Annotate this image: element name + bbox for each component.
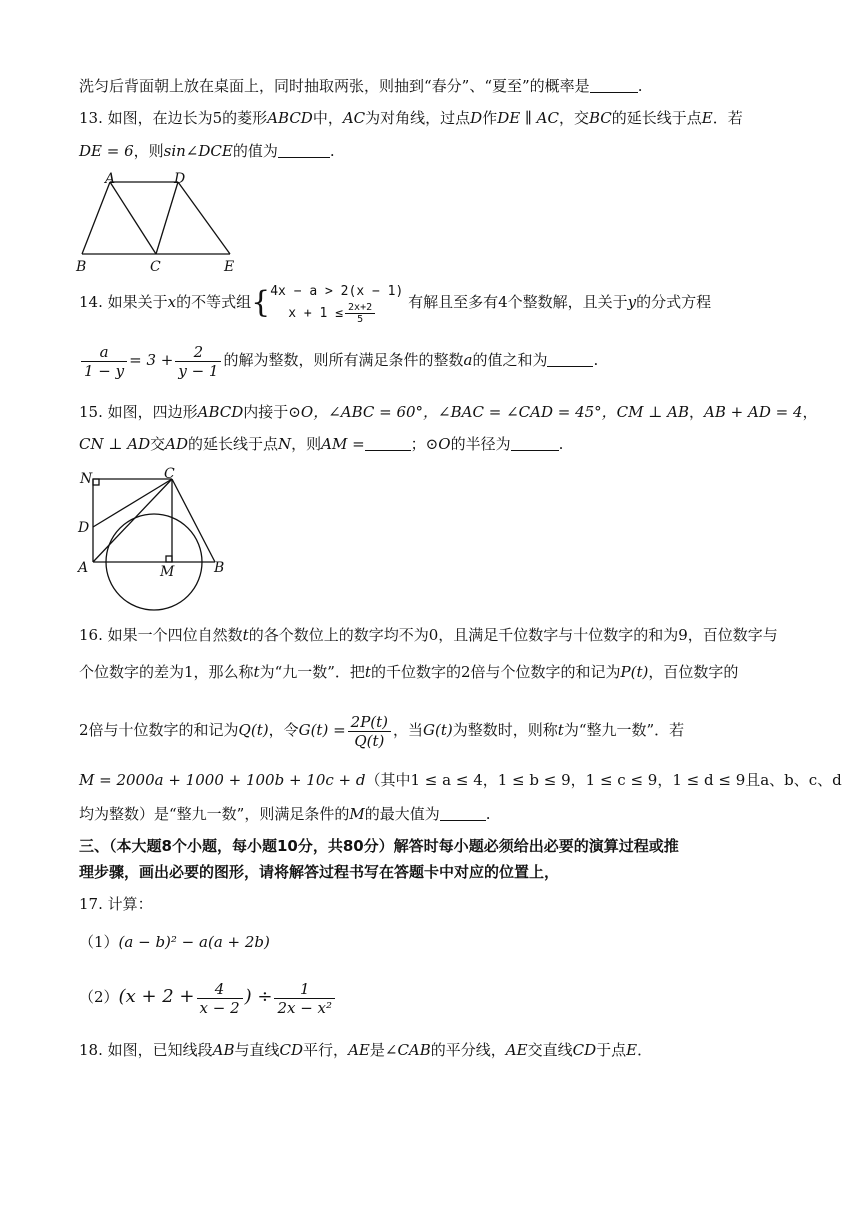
q15-text: ， xyxy=(802,403,818,421)
q15-circle-figure xyxy=(72,466,242,612)
section3-title-line2: 理步骤，画出必要的图形，请将解答过程书写在答题卡中对应的位置上， xyxy=(79,863,560,881)
q15-sum: AB + AD = 4 xyxy=(704,403,803,421)
q14-eq-den2: y − 1 xyxy=(178,361,219,380)
q13-de-ac: DE ∥ AC xyxy=(497,109,559,127)
q13-abcd: ABCD xyxy=(267,109,313,127)
q13-line1 xyxy=(79,108,743,128)
q16-line4 xyxy=(79,770,842,790)
q13-rhombus-figure xyxy=(72,170,242,276)
q17-header xyxy=(79,894,153,914)
q17-p2-label: （2） xyxy=(79,988,119,1006)
q14-eq-frac1 xyxy=(81,343,127,380)
q17-p2-den1: x − 2 xyxy=(199,998,240,1017)
q13-text: 为对角线，过点 xyxy=(365,109,471,127)
q14-text: 如果关于 xyxy=(107,293,168,311)
q15-text: ，则 xyxy=(291,435,322,453)
q15-am: AM = xyxy=(321,435,365,453)
q16-text: ，百位数字的 xyxy=(648,663,739,681)
q18-text: 与直线 xyxy=(234,1041,280,1059)
q13-label-e: E xyxy=(224,259,235,275)
q16-t: t xyxy=(242,626,249,644)
q13-bc: BC xyxy=(589,109,612,127)
q13-label-b: B xyxy=(76,259,87,275)
q15-label-a: A xyxy=(78,560,89,576)
q15-line2: CN ⊥ AD交AD的延长线于点N，则AM = ；⊙O的半径为 . xyxy=(79,435,564,453)
q18-ab: AB xyxy=(212,1041,235,1059)
q18-cd: CD xyxy=(279,1041,304,1059)
q16-text: 的最大值为 xyxy=(364,805,440,823)
q16-text: ，当 xyxy=(393,721,424,739)
q15-angles: ，∠ABC = 60°，∠BAC = ∠CAD = 45°， xyxy=(313,403,617,421)
q15-o: O xyxy=(300,403,314,421)
q14-text: 的分式方程 xyxy=(636,293,712,311)
q18-number: 18. xyxy=(79,1041,103,1059)
q16-line2 xyxy=(79,662,738,682)
q14-eq-mid: = 3 + xyxy=(129,351,174,369)
q13-number: 13. xyxy=(79,109,103,127)
q18-text: 平行， xyxy=(303,1041,349,1059)
q18-e: E xyxy=(626,1041,638,1059)
q18-text: ． xyxy=(637,1041,653,1059)
q14-ineq1: 4x − a > 2(x − 1) xyxy=(270,283,404,299)
q14-eq-num2: 2 xyxy=(175,343,221,362)
q14-text: 的不等式组 xyxy=(176,293,252,311)
q16-m-expr: M = 2000a + 1000 + 100b + 10c + d xyxy=(79,771,366,789)
q16-text: 为“九一数”．把 xyxy=(259,663,365,681)
q16-answer-blank xyxy=(440,806,486,821)
q18-text: 于点 xyxy=(596,1041,627,1059)
q12-tail-text: 洗匀后背面朝上放在桌面上，同时抽取两张，则抽到“春分”、“夏至”的概率是 xyxy=(79,77,590,95)
q14-x: x xyxy=(167,293,177,311)
q16-t: t xyxy=(253,663,260,681)
q12-answer-blank xyxy=(590,78,638,93)
q13-text: 的延长线于点 xyxy=(611,109,702,127)
q16-text: 的千位数字的2倍与个位数字的和记为 xyxy=(370,663,621,681)
q15-text: ， xyxy=(689,403,705,421)
q17-part1 xyxy=(79,932,270,952)
q13-label-c: C xyxy=(150,259,161,275)
q12-tail-line: 洗匀后背面朝上放在桌面上，同时抽取两张，则抽到“春分”、“夏至”的概率是 . xyxy=(79,77,643,95)
q15-line1 xyxy=(79,402,818,422)
q15-cn-ad: CN ⊥ AD xyxy=(79,435,151,453)
q16-line5: 均为整数）是“整九一数”，则满足条件的M的最大值为 . xyxy=(79,805,491,823)
q15-text: ；⊙ xyxy=(410,435,439,453)
q17-p1-label: （1） xyxy=(79,933,119,951)
q16-text: 如果一个四位自然数 xyxy=(107,626,243,644)
section3-title-line1: 三、（本大题8个小题，每小题10分，共80分）解答时每小题必须给出必要的演算过程或推 xyxy=(79,837,679,855)
q15-o2: O xyxy=(438,435,451,453)
q13-de-eq: DE = 6 xyxy=(79,142,134,160)
q16-text: 个位数字的差为1，那么称 xyxy=(79,663,254,681)
q13-text: ．若 xyxy=(712,109,743,127)
q16-qt: Q(t) xyxy=(238,721,269,739)
q16-m-conditions: （其中1 ≤ a ≤ 4，1 ≤ b ≤ 9，1 ≤ c ≤ 9，1 ≤ d ≤ 9且a、b、c、d xyxy=(365,771,842,789)
q14-line1 xyxy=(79,280,711,325)
q13-answer-blank xyxy=(278,143,330,158)
q14-inequality-system xyxy=(270,282,403,325)
q15-label-m: M xyxy=(160,564,175,580)
q16-g-num: 2P(t) xyxy=(348,713,391,732)
q13-d: D xyxy=(470,109,483,127)
q17-number: 17. xyxy=(79,895,103,913)
q14-a: a xyxy=(463,351,473,369)
q14-ineq2-frac xyxy=(345,302,375,325)
q17-p2-den2: 2x − x² xyxy=(277,998,333,1017)
q18-text: 的平分线， xyxy=(430,1041,506,1059)
q16-t: t xyxy=(364,663,371,681)
q17-p2-open: (x + 2 + xyxy=(118,986,195,1007)
q14-ineq2-left: x + 1 ≤ xyxy=(288,305,344,321)
q13-text: 的值为 xyxy=(232,142,278,160)
q18-text: 交直线 xyxy=(527,1041,573,1059)
q16-text: ，令 xyxy=(268,721,299,739)
q18-line1 xyxy=(79,1040,652,1060)
q14-number: 14. xyxy=(79,293,103,311)
q18-text: 是 xyxy=(369,1041,385,1059)
q15-label-d: D xyxy=(78,520,90,536)
q15-text: 内接于⊙ xyxy=(243,403,301,421)
q17-p2-frac2 xyxy=(274,980,335,1017)
q17-p2-frac1 xyxy=(197,980,243,1017)
q14-text: 的值之和为 xyxy=(472,351,548,369)
q13-sin: sin∠DCE xyxy=(163,142,233,160)
q13-text: ，则 xyxy=(133,142,164,160)
q16-text: 为“整九一数”．若 xyxy=(563,721,685,739)
q15-label-b: B xyxy=(214,560,225,576)
q14-brace: { xyxy=(251,285,271,320)
q16-number: 16. xyxy=(79,626,103,644)
q17-p2-close: ) ÷ xyxy=(244,986,273,1007)
q14-text: 的解为整数，则所有满足条件的整数 xyxy=(223,351,464,369)
q13-text: 中， xyxy=(312,109,343,127)
q17-p2-num1: 4 xyxy=(197,980,243,999)
q15-answer-blank-am xyxy=(365,436,411,451)
q14-line2: $\frac{a}{1 - y}$ = 3 + $\frac{2}{y - 1}$ 的解为整数，则所有满足条件的整数a的值之和为 . xyxy=(79,340,598,380)
q15-abcd: ABCD xyxy=(197,403,244,421)
q16-g-den: Q(t) xyxy=(354,731,385,750)
q16-line3 xyxy=(79,706,684,754)
q13-text: 作 xyxy=(482,109,498,127)
q16-t: t xyxy=(557,721,564,739)
q16-text: 2倍与十位数字的和记为 xyxy=(79,721,239,739)
q14-eq-frac2 xyxy=(175,343,221,380)
q16-pt: P(t) xyxy=(620,663,649,681)
q13-ac: AC xyxy=(342,109,366,127)
q15-text: 如图，四边形 xyxy=(107,403,198,421)
q18-ae: AE xyxy=(348,1041,370,1059)
q17-part2 xyxy=(79,974,337,1020)
q18-cd2: CD xyxy=(572,1041,597,1059)
q14-ineq2-den: 5 xyxy=(357,313,364,325)
q17-p1-expr: (a − b)² − a(a + 2b) xyxy=(118,933,270,951)
q15-text: 的半径为 xyxy=(450,435,511,453)
q14-ineq2-num: 2x+2 xyxy=(345,302,375,314)
q13-text: 如图，在边长为5的菱形 xyxy=(107,109,268,127)
q15-answer-blank-radius xyxy=(511,436,559,451)
q16-gt: G(t) = xyxy=(298,721,346,739)
q15-ad: AD xyxy=(165,435,188,453)
q14-eq-den1: 1 − y xyxy=(84,361,125,380)
q14-text: 有解且至多有4个整数解，且关于 xyxy=(408,293,628,311)
q18-ae2: AE xyxy=(505,1041,528,1059)
q13-line2: DE = 6，则sin∠DCE的值为 . xyxy=(79,142,335,160)
q14-eq-num1: a xyxy=(81,343,127,362)
q18-text: 如图，已知线段 xyxy=(107,1041,213,1059)
q17-label: 计算： xyxy=(107,895,153,913)
q16-line1 xyxy=(79,625,778,645)
q16-g-frac xyxy=(348,713,391,750)
q15-label-n: N xyxy=(80,471,93,487)
q16-text: 的各个数位上的数字均不为0，且满足千位数字与十位数字的和为9，百位数字与 xyxy=(248,626,778,644)
q13-label-a: A xyxy=(105,171,116,187)
q16-gt2: G(t) xyxy=(423,721,453,739)
q15-text: 的延长线于点 xyxy=(187,435,278,453)
q14-answer-blank xyxy=(547,352,593,367)
q14-y: y xyxy=(627,293,637,311)
q18-angle: ∠CAB xyxy=(384,1041,431,1059)
q15-text: 交 xyxy=(150,435,166,453)
q16-text: 均为整数）是“整九一数”，则满足条件的 xyxy=(79,805,350,823)
q15-label-c: C xyxy=(164,466,175,482)
q15-cm-ab: CM ⊥ AB xyxy=(616,403,690,421)
q15-number: 15. xyxy=(79,403,103,421)
q17-p2-num2: 1 xyxy=(274,980,335,999)
q16-text: 为整数时，则称 xyxy=(452,721,558,739)
q13-label-d: D xyxy=(174,171,186,187)
q13-e: E xyxy=(701,109,713,127)
q16-m: M xyxy=(349,805,365,823)
q13-text: ，交 xyxy=(558,109,589,127)
q15-n: N xyxy=(278,435,292,453)
